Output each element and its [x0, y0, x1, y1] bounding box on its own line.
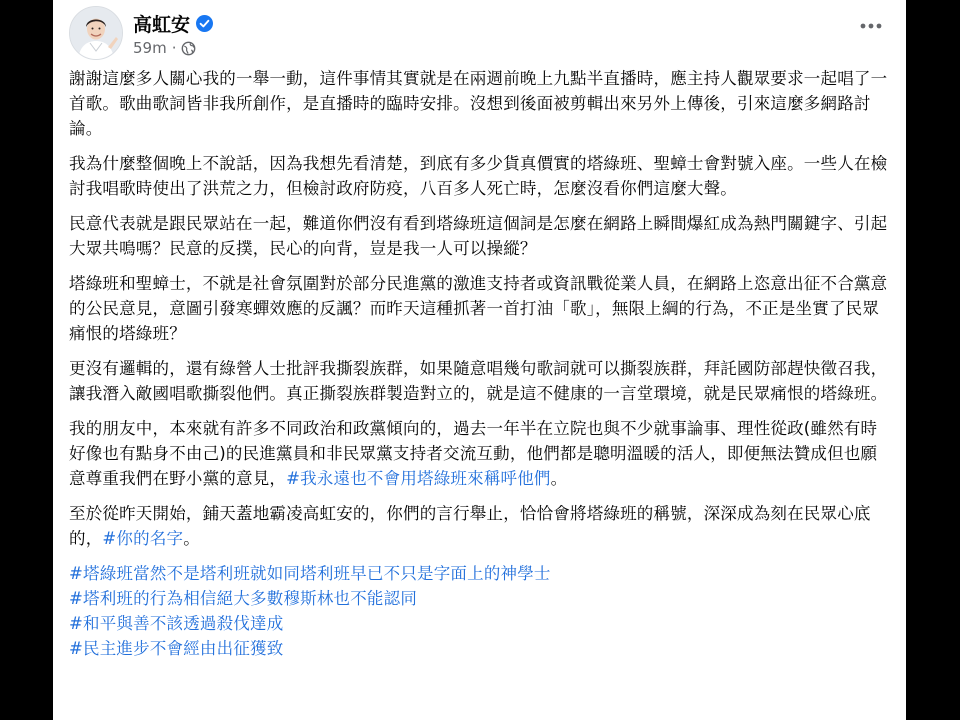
more-horizontal-icon[interactable] [857, 16, 885, 36]
author-name-row [133, 10, 213, 36]
post-paragraph-6 [69, 416, 889, 491]
paragraph-text: 塔綠班和聖蟑士，不就是社會氛圍對於部分民進黨的激進支持者或資訊戰從業人員，在網路上恣意出征不合黨意的公民意見，意圖引發寒蟬效應的反諷？而昨天這種抓著一首打油「歌」，無限上綱的行為，不正是坐實了民眾痛恨的塔綠班？ [69, 274, 888, 343]
paragraph-tail: 。 [183, 529, 200, 548]
hashtag-link[interactable]: #民主進步不會經由出征獲致 [69, 639, 284, 658]
post-paragraph-2 [69, 151, 889, 201]
hashtag-link[interactable]: #我永遠也不會用塔綠班來稱呼他們 [286, 469, 551, 488]
paragraph-text: 民意代表就是跟民眾站在一起，難道你們沒有看到塔綠班這個詞是怎麼在網路上瞬間爆紅成為熱門關鍵字、引起大眾共鳴嗎？民意的反撲，民心的向背，豈是我一人可以操縱？ [69, 214, 888, 258]
paragraph-text: 更沒有邏輯的，還有綠營人士批評我撕裂族群，如果隨意唱幾句歌詞就可以撕裂族群，拜託國防部趕快徵召我，讓我潛入敵國唱歌撕裂他們。真正撕裂族群製造對立的，就是這不健康的一言堂環境，就是民眾痛恨的塔綠班。 [69, 359, 888, 403]
paragraph-text: 我的朋友中，本來就有許多不同政治和政黨傾向的，過去一年半在立院也與不少就事論事、理性從政(雖然有時好像也有點身不由己)的民進黨員和非民眾黨支持者交流互動，他們都是聰明溫暖的活人，即便無法贊成但也願意尊重我們在野小黨的意見， [69, 419, 878, 488]
post-paragraph-5 [69, 356, 889, 406]
hashtag-link[interactable]: #和平與善不該透過殺伐達成 [69, 614, 284, 633]
paragraph-tail: 。 [550, 469, 568, 488]
hashtag-link[interactable]: #塔綠班當然不是塔利班就如同塔利班早已不只是字面上的神學士 [69, 564, 551, 583]
hashtag-list [69, 561, 889, 661]
verified-badge-icon [196, 15, 213, 32]
globe-icon[interactable] [181, 41, 196, 56]
post-paragraph-1 [69, 66, 889, 141]
hashtag-link[interactable]: #你的名字 [102, 529, 184, 548]
paragraph-text: 謝謝這麼多人關心我的一舉一動，這件事情其實就是在兩週前晚上九點半直播時，應主持人觀眾要求一起唱了一首歌。歌曲歌詞皆非我所創作，是直播時的臨時安排。沒想到後面被剪輯出來另外上傳後，引來這麼多網路討論。 [69, 69, 888, 138]
meta-separator: · [171, 39, 177, 57]
post-paragraph-7 [69, 501, 889, 551]
paragraph-text: 至於從昨天開始，鋪天蓋地霸凌高虹安的，你們的言行舉止，恰恰會將塔綠班的稱號，深深成為刻在民眾心底的， [69, 504, 871, 548]
hashtag-link[interactable]: #塔利班的行為相信絕大多數穆斯林也不能認同 [69, 589, 418, 608]
paragraph-text: 我為什麼整個晚上不說話，因為我想先看清楚，到底有多少貨真價實的塔綠班、聖蟑士會對號入座。一些人在檢討我唱歌時使出了洪荒之力，但檢討政府防疫，八百多人死亡時，怎麼沒看你們這麼大聲。 [69, 154, 888, 198]
post-body [69, 66, 889, 661]
post-meta [133, 39, 196, 57]
avatar-image [70, 7, 122, 59]
post-paragraph-3 [69, 211, 889, 261]
author-name[interactable]: 高虹安 [133, 13, 191, 36]
post-paragraph-4 [69, 271, 889, 346]
author-avatar[interactable] [69, 6, 123, 60]
post-timestamp[interactable]: 59m [133, 39, 167, 57]
post-header [69, 6, 889, 62]
facebook-post-card [53, 0, 906, 720]
